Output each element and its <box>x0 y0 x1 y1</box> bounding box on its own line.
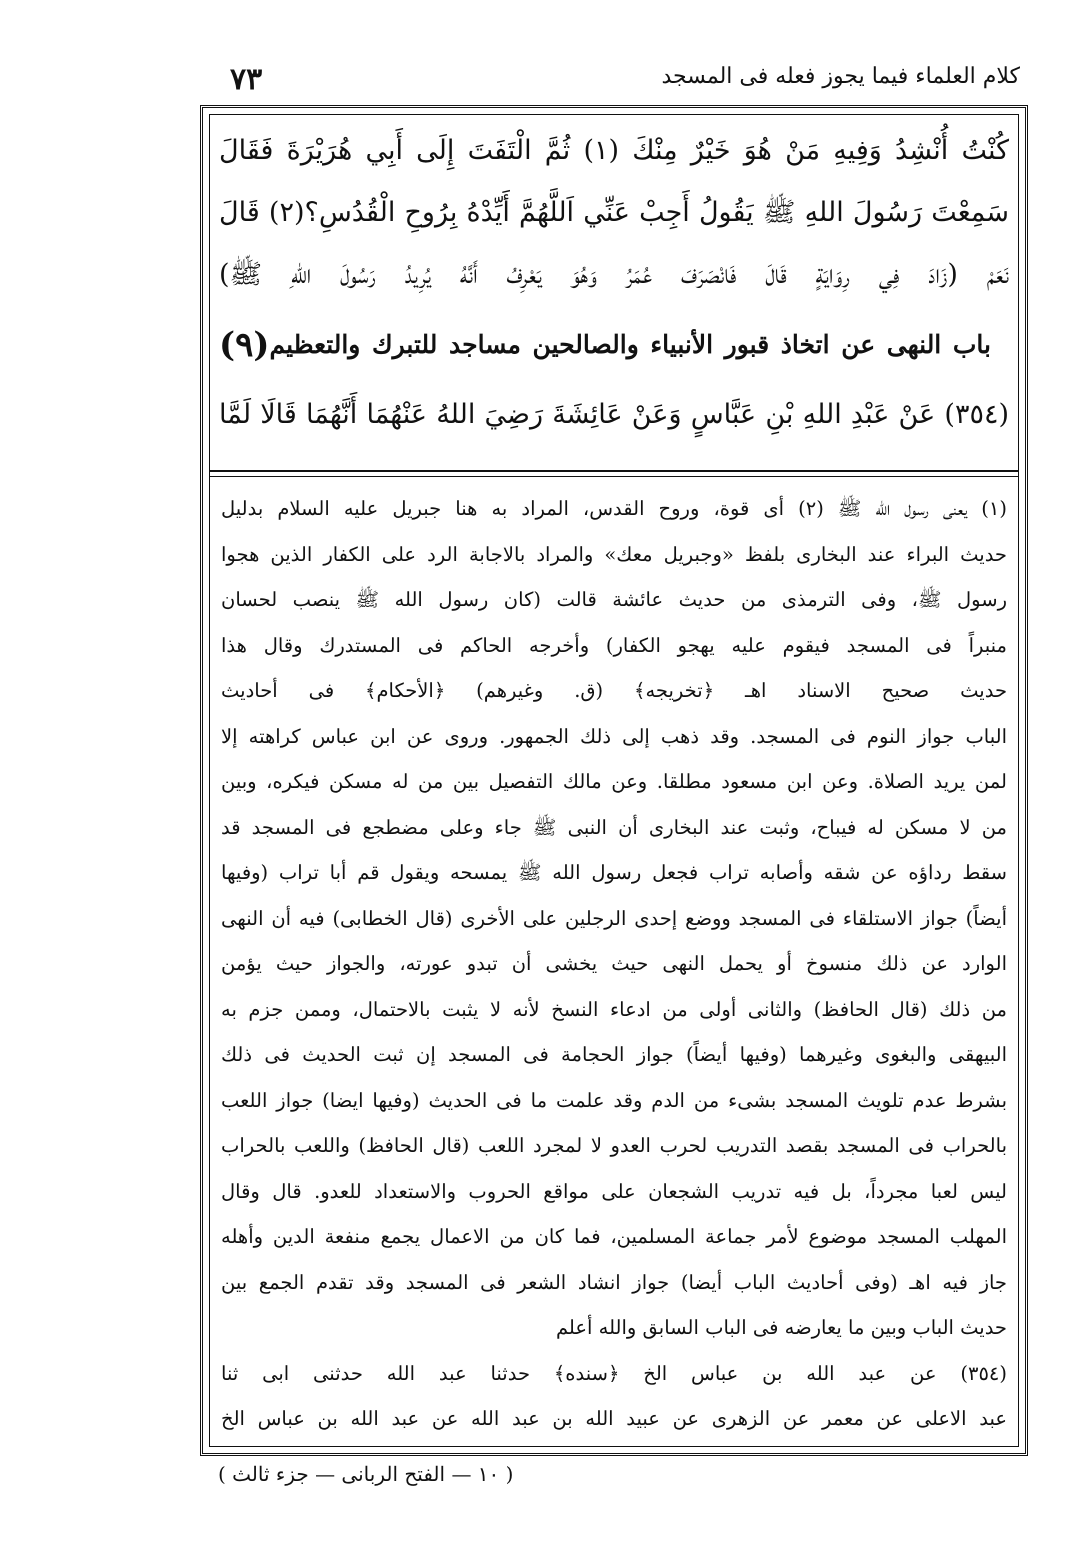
footnote-separator <box>209 470 1019 472</box>
main-line: سَمِعْتَ رَسُولَ اللهِ ﷺ يَقُولُ أَجِبْ عَنِّي اَللَّهُمَّ أَيِّدْهُ بِرُوحِ الْقُدُسِ؟(٢) قَالَ <box>219 197 1009 228</box>
main-text <box>219 120 1009 446</box>
footnote-line: حديث صحيح الاسناد اهـ ﴿تخريجه﴾ (ق. وغيرهم) ﴿الأحكام﴾ فى أحاديث <box>221 679 1007 702</box>
footnote-line: منبراً فى المسجد فيقوم عليه يهجو الكفار) وأخرجه الحاكم فى المستدرك وقال هذا <box>221 633 1007 657</box>
footnote-line: البيهقى والبغوى وغيرهما (وفيها أيضاً) جواز الحجامة فى المسجد إن ثبت الحديث فى ذلك <box>221 1043 1007 1066</box>
footnote-line: أيضاً) جواز الاستلقاء فى المسجد ووضع إحدى الرجلين على الأخرى (قال الخطابى) فيه أن النهى <box>221 906 1007 930</box>
chapter-heading <box>219 306 1009 384</box>
footnote-line: حديث الباب وبين ما يعارضه فى الباب السابق والله أعلم <box>555 1316 1007 1339</box>
main-line: كُنْتُ أُنْشِدُ وَفِيهِ مَنْ هُوَ خَيْرٌ مِنْكَ (١) ثُمَّ الْتَفَتَ إِلَى أَبِي هُرَيْرَةَ فَقَالَ <box>219 135 1009 166</box>
footnote-line: من لا مسكن له فيباح، وثبت عند البخارى أن النبى ﷺ جاء وعلى مضطجع فى المسجد قد <box>221 815 1007 839</box>
footnote-line: حديث البراء عند البخارى بلفظ «وجبريل معك» والمراد بالاجابة الرد على الكفار الذين هجوا <box>221 542 1007 566</box>
footnote-line: رسول ﷺ، وفى الترمذى من حديث عائشة قالت (كان رسول الله ﷺ ينصب لحسان <box>221 588 1007 611</box>
footnote-line: بالحراب فى المسجد بقصد التدريب لحرب العدو لا لمجرد اللعب (قال الحافظ) واللعب بالحراب <box>221 1134 1007 1157</box>
running-title: كلام العلماء فيما يجوز فعله فى المسجد <box>661 64 1020 89</box>
footnote-line: من ذلك (قال الحافظ) والثانى أولى من ادعاء النسخ لأنه لا يثبت بالاحتمال، وممن جزم به <box>221 997 1007 1021</box>
page-footer-signature: ( ١٠ — الفتح الربانى — جزء ثالث ) <box>218 1462 514 1486</box>
footnote-line: (٣٥٤) عن عبد الله بن عباس الخ ﴿سنده﴾ حدثنا عبد الله حدثنى ابى ثنا <box>221 1361 1007 1385</box>
footnote-line: الباب جواز النوم فى المسجد. وقد ذهب إلى ذلك الجمهور. وروى عن ابن عباس كراهته إلا <box>221 724 1007 748</box>
page-number: ٧٣ <box>230 62 263 97</box>
footnote-separator-thin <box>209 476 1019 477</box>
footnote-line: المهلب المسجد موضوع لأمر جماعة المسلمين، فما كان من الاعمال يجمع منفعة الدين وأهله <box>221 1225 1007 1248</box>
footnote-line: ليس لعبا مجرداً، بل فيه تدريب الشجعان على مواقع الحروب والاستعداد للعدو. قال وقال <box>221 1179 1007 1203</box>
chapter-title: باب النهى عن اتخاذ قبور الأنبياء والصالحين مساجد للتبرك والتعظيم <box>269 330 991 359</box>
footnote-line: الوارد عن ذلك منسوخ أو يحمل النهى حيث يخشى أن تبدو عورته، والجواز حيث يؤمن <box>221 952 1007 975</box>
footnote-line: عبد الاعلى عن معمر عن الزهرى عن عبيد الله بن عبد الله عن عبد الله بن عباس الخ <box>221 1407 1007 1430</box>
footnote-line: بشرط عدم تلويث المسجد بشىء من الدم وقد علمت ما فى الحديث (وفيها ايضا) جواز اللعب <box>221 1088 1007 1112</box>
text-frame <box>200 105 1028 1456</box>
footnote-line: لمن يريد الصلاة. وعن ابن مسعود مطلقا. وعن مالك التفصيل بين من له مسكن فيكره، وبين <box>221 770 1007 793</box>
footnote-line: جاز فيه اهـ (وفى أحاديث الباب أيضا) جواز انشاد الشعر فى المسجد وقد تقدم الجمع بين <box>221 1270 1007 1294</box>
footnote-line: (١) يعنى رسول الله ﷺ (٢) أى قوة، وروح القدس، المراد به هنا جبريل عليه السلام بدليل <box>221 497 1007 520</box>
page-header <box>230 60 1020 102</box>
main-line: نَعَمْ (زَادَ فِي رِوَايَةٍ قَالَ فَانْصَرَفَ عُمَرُ وَهُوَ يَعْرِفُ أَنَّهُ يُرِيدُ رَسُولَ اللهِ ﷺ) <box>219 259 1009 290</box>
footnote-line: سقط رداؤه عن شقه وأصابه تراب فجعل رسول الله ﷺ يمسحه ويقول قم أبا تراب (وفيها <box>221 861 1007 884</box>
footnotes <box>221 486 1007 1442</box>
chapter-number: (٩) <box>219 325 270 365</box>
hadith-start: (٣٥٤) عَنْ عَبْدِ اللهِ بْنِ عَبَّاسٍ وَعَنْ عَائِشَةَ رَضِيَ اللهُ عَنْهُمَا أَنَّهُمَا قَالَا لَمَّا <box>219 399 1009 430</box>
